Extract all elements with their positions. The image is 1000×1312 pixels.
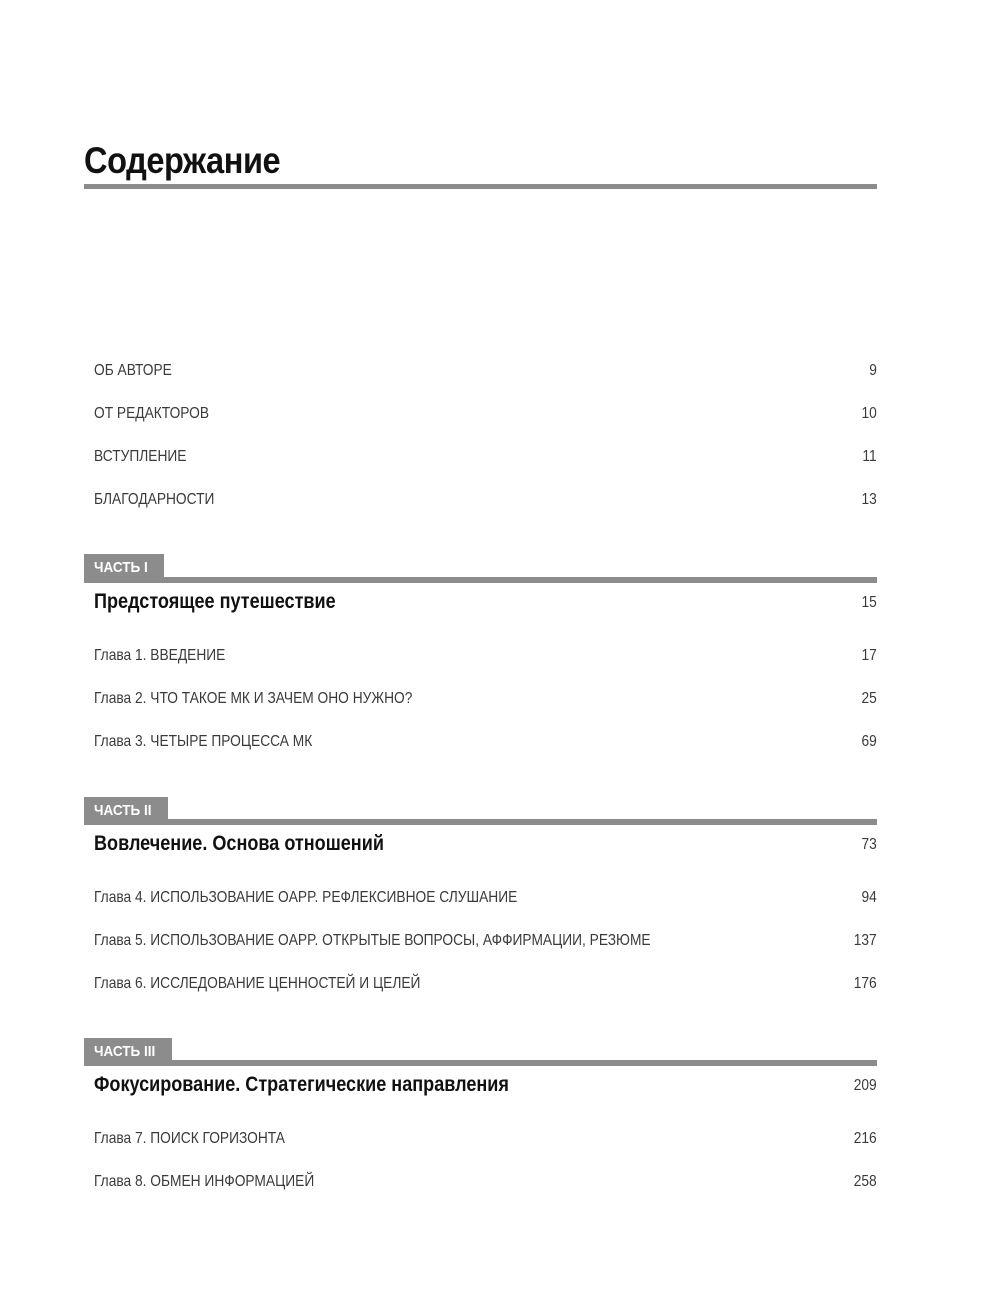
toc-entry-introduction[interactable]: [94, 445, 877, 469]
chapter-page: 69: [861, 733, 877, 750]
part-3-heading[interactable]: [94, 1071, 877, 1099]
chapter-page: 176: [854, 975, 877, 992]
chapter-page: 17: [861, 647, 877, 664]
title-divider: [84, 184, 877, 189]
toc-entry-chapter-1[interactable]: [94, 644, 877, 668]
toc-entry-chapter-8[interactable]: [94, 1170, 877, 1194]
part-page: 209: [854, 1077, 877, 1094]
part-1-divider: [84, 577, 877, 583]
chapter-page: 216: [854, 1130, 877, 1147]
part-page: 15: [861, 594, 877, 611]
part-title: Предстоящее путешествие: [94, 590, 336, 613]
chapter-label: Глава 7. ПОИСК ГОРИЗОНТА: [94, 1130, 285, 1147]
part-page: 73: [861, 836, 877, 853]
chapter-page: 258: [854, 1173, 877, 1190]
part-title: Вовлечение. Основа отношений: [94, 832, 384, 855]
toc-entry-acknowledgements[interactable]: [94, 488, 877, 512]
toc-entry-page: 11: [862, 448, 877, 465]
chapter-page: 25: [861, 690, 877, 707]
part-2-heading[interactable]: [94, 830, 877, 858]
part-3-tab: ЧАСТЬ III: [84, 1038, 172, 1064]
part-1-tab: ЧАСТЬ I: [84, 554, 164, 580]
toc-entry-chapter-7[interactable]: [94, 1127, 877, 1151]
toc-entry-from-editors[interactable]: [94, 402, 877, 426]
toc-entry-label: ОБ АВТОРЕ: [94, 362, 172, 379]
toc-entry-chapter-2[interactable]: [94, 687, 877, 711]
part-title: Фокусирование. Стратегические направления: [94, 1073, 509, 1096]
part-2-divider: [84, 819, 877, 825]
chapter-label: Глава 6. ИССЛЕДОВАНИЕ ЦЕННОСТЕЙ И ЦЕЛЕЙ: [94, 975, 421, 992]
toc-entry-label: БЛАГОДАРНОСТИ: [94, 491, 215, 508]
chapter-label: Глава 5. ИСПОЛЬЗОВАНИЕ OAPP. ОТКРЫТЫЕ ВОПРОСЫ, АФФИРМАЦИИ, РЕЗЮМЕ: [94, 932, 651, 949]
chapter-label: Глава 8. ОБМЕН ИНФОРМАЦИЕЙ: [94, 1173, 315, 1190]
toc-entry-about-author[interactable]: [94, 359, 877, 383]
part-3-divider: [84, 1060, 877, 1066]
toc-entry-chapter-3[interactable]: [94, 730, 877, 754]
toc-entry-page: 10: [861, 405, 877, 422]
chapter-label: Глава 2. ЧТО ТАКОЕ МК И ЗАЧЕМ ОНО НУЖНО?: [94, 690, 413, 707]
part-2-tab: ЧАСТЬ II: [84, 797, 168, 823]
chapter-page: 94: [861, 889, 877, 906]
toc-entry-chapter-5[interactable]: [94, 929, 877, 953]
toc-entry-chapter-4[interactable]: [94, 886, 877, 910]
toc-entry-label: ОТ РЕДАКТОРОВ: [94, 405, 210, 422]
toc-entry-chapter-6[interactable]: [94, 972, 877, 996]
chapter-label: Глава 3. ЧЕТЫРЕ ПРОЦЕССА МК: [94, 733, 313, 750]
part-1-heading[interactable]: [94, 588, 877, 616]
chapter-label: Глава 4. ИСПОЛЬЗОВАНИЕ OAPP. РЕФЛЕКСИВНОЕ СЛУШАНИЕ: [94, 889, 518, 906]
toc-entry-page: 13: [861, 491, 877, 508]
chapter-label: Глава 1. ВВЕДЕНИЕ: [94, 647, 226, 664]
toc-entry-page: 9: [869, 362, 877, 379]
page-title: Содержание: [84, 140, 281, 181]
chapter-page: 137: [854, 932, 877, 949]
toc-entry-label: ВСТУПЛЕНИЕ: [94, 448, 187, 465]
